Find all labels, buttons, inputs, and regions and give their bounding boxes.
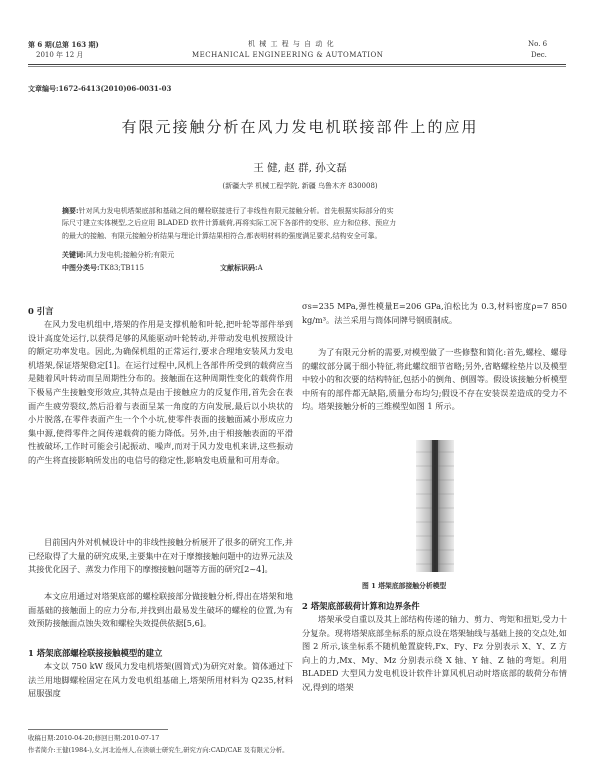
text-line: 塔架承受自重以及其上部结构传递的轴力、剪力、 [318, 614, 499, 624]
section-0-heading: 0 引言 [28, 306, 54, 316]
text-line: 的小片脱落,在零件表面产生一个个小坑,使零件表 [28, 400, 293, 425]
text-line: 过程中,风机上各部件所受到的载荷应当是随着风叶 [28, 359, 293, 384]
clc-number [62, 263, 144, 273]
simplification-paragraph [302, 346, 567, 414]
text-line: Z 轴的弯矩。利用 BLADED 大型风力发电机设计软件 [302, 654, 567, 679]
text-line: 均匀;假设不存在安装误差造成的受力不均。塔架接 [302, 387, 567, 412]
article-number: 文章编号:1672-6413(2010)06-0031-03 [28, 84, 172, 93]
abstract-line: 际尺寸建立实体模型,之后应用 BLADED 软件计算载荷,再将实际工况下各部件的变形、应力和位移、预应力 [62, 219, 397, 228]
text-line: 分析,得出在塔架和地面基础的接触面上的应力分布, [28, 591, 293, 615]
text-line: 质制成。 [424, 314, 458, 325]
issue-month: Dec. [531, 51, 547, 59]
text-line: 转动而呈周期性分布的。接触面在这种周期性变化的 [69, 373, 260, 384]
text-line: 面的接触面减小形成应力集中源,使得零件之间传递 [28, 414, 293, 438]
text-line: 此螺纹细节省略;另外,省略螺栓垫片以及模型中较 [302, 360, 567, 385]
keywords-label: 关键词: [62, 250, 86, 259]
material-paragraph [302, 300, 567, 327]
section-1-heading: 1 塔架底部螺栓联接接触模型的建立 [28, 648, 163, 658]
journal-title-en: MECHANICAL ENGINEERING & AUTOMATION [192, 51, 384, 59]
figure-1-model [372, 440, 502, 572]
journal-title-cn: 机 械 工 程 与 自 动 化 [248, 40, 335, 48]
authors: 王 健, 赵 群, 孙文磊 [253, 162, 347, 174]
text-line: 为了有限元分析的需要,对模型做了一些修整和 [318, 347, 487, 357]
text-line: 本文以 750 kW 级风力发电机塔架(圆筒式)为 [44, 661, 211, 671]
text-line: 号的稳定性,影响发电质量和可用寿命。 [142, 454, 285, 465]
clc-text: TK83;TB115 [99, 264, 144, 272]
section-2-heading: 2 塔架底部载荷计算和边界条件 [302, 601, 420, 611]
text-line: 触面点蚀失效和螺栓失效提供依据[5,6]。 [60, 618, 212, 629]
load-paragraph [302, 613, 567, 695]
text-line: 材料密度ρ=7 850 kg/m³。法兰采用与筒体同牌号钢 [302, 301, 567, 325]
text-line: 很多的研究工作,并已经取得了大量的研究成果,主要集 [28, 537, 293, 561]
text-line: 电机组基础上,塔架所用材料为 Q235,材料屈服强度 [28, 674, 293, 699]
header-rule-thin [28, 66, 566, 67]
text-line: 蒸发力作用下的摩擦接触问题等方面的研究[2~4]。 [85, 564, 273, 575]
text-line: σs=235 MPa,弹性模量E=206 GPa,泊松比为 0.3, [302, 301, 497, 311]
figure-1-caption: 图 1 塔架底部接触分析模型 [362, 582, 447, 590]
text-line: 功率发电。因此,为确保机组的正常运行,要求合理 [53, 346, 235, 357]
text-line: 轮,把叶轮等部件举到设计高度处运行,以获得足够 [28, 319, 293, 343]
text-line: 中在对于摩擦接触问题中的边界元法及其接优化因子、 [28, 550, 293, 575]
document-code [220, 263, 263, 273]
footnote-author: 作者简介:王健(1984-),女,河北沧州人,在读硕士研究生,研究方向:CAD/CAE 及有限元分析。 [28, 746, 289, 754]
paper-title: 有限元接触分析在风力发电机联接部件上的应用 [121, 118, 479, 136]
intro-paragraph-3 [28, 590, 293, 631]
doc-code-text: A [257, 264, 263, 272]
text-line: 电机来讲,这些振动的产生将直接影响所发出的电信 [28, 441, 293, 465]
issue-number: 第 6 期(总第 163 期) [28, 40, 99, 49]
text-line: 该坐标系不随机舱置旋转,Fx、Fy、Fz 分别表示 X、Y、 [340, 641, 551, 652]
affiliation: (新疆大学 机械工程学院, 新疆 乌鲁木齐 830008) [222, 182, 378, 190]
text-line: 地安装风力发电机塔架,保证塔架稳定[1]。在运行 [28, 346, 293, 370]
keywords [62, 250, 174, 260]
text-line: 目前国内外对机械设计中的非线性接触分析展开了 [44, 537, 225, 547]
header-rule [28, 64, 566, 65]
issue-date: 2010 年 12 月 [36, 51, 84, 59]
footnote-rule [28, 729, 168, 730]
tower-axis-band [432, 440, 438, 572]
text-line: 触应力的反复作用,首先会在表面产生疲劳裂纹,然 [28, 386, 293, 411]
doc-code-label: 文献标识码: [220, 263, 258, 272]
abstract-line: 针对风力发电机塔架底部和基础之间的螺栓联接进行了非线性有限元接触分析。首先根据实际部分的实 [78, 207, 394, 215]
text-line: 并找到出最易发生破坏的螺栓的位置,为有效预防接 [28, 604, 293, 629]
issue-no: No. 6 [528, 40, 548, 48]
text-line: Z 方向上的力,Mx、My、Mz 分别表示绕 X 轴、Y 轴、 [302, 641, 567, 665]
text-line: 在风力发电机组中,塔架的作用是支撑机舱和叶 [44, 319, 215, 329]
text-line: 破坏,工作时可能会引起振动、噪声,而对于风力发 [44, 441, 225, 452]
text-line: 载荷的能力降低。另外,由于相接触表面的平滑性被 [28, 427, 293, 452]
abstract [62, 205, 540, 242]
text-line: 的风能驱动叶轮转动,并带动发电机按照设计的额定 [28, 332, 293, 357]
text-line: 触分析的三维模型如图 1 所示。 [342, 401, 460, 412]
text-line: 研究对象。简体通过下法兰用地脚螺栓固定在风力发 [28, 661, 293, 685]
abstract-line: 的最大的接触、有限元接触分析结果与理论计算结果相符合,都表明材料的强度满足要求,结构安全可靠。 [62, 231, 382, 240]
intro-paragraph-1 [28, 318, 293, 468]
text-line: 设该接触分析模型中所有的部件都无缺陷,质量分布 [302, 374, 567, 398]
abstract-label: 摘要: [62, 206, 79, 215]
text-line: 原点设在塔架轴线与基础上接的交点处,如图 2 所示, [302, 627, 567, 652]
keywords-text: 风力发电机;接触分析;有限元 [85, 251, 175, 259]
text-line: 后沿着与表面呈某一角度的方向发展,最后以小块状 [97, 400, 285, 411]
text-line: 简化:首先,螺栓、螺母的螺纹部分属于细小特征,将 [302, 347, 567, 371]
text-line: 计算风机启动时塔底部的载荷分布情况,得到的塔架 [302, 668, 567, 692]
footnote-received: 收稿日期:2010-04-20;修回日期:2010-07-17 [28, 734, 160, 742]
intro-paragraph-2 [28, 536, 293, 577]
text-line: 载荷作用下极易产生接触变形效应,其特点是由于接 [28, 373, 293, 397]
text-line: 小的和次要的结构特征,包括小的倒角、倒圆等。假 [318, 374, 502, 385]
model-paragraph [28, 660, 293, 701]
text-line: 弯矩和扭矩,受力十分复杂。现将塔架底部坐标系的 [302, 614, 567, 638]
clc-label: 中图分类号: [62, 263, 100, 272]
text-line: 本文应用通过对塔架底部的螺栓联接部分做接触 [44, 591, 217, 601]
